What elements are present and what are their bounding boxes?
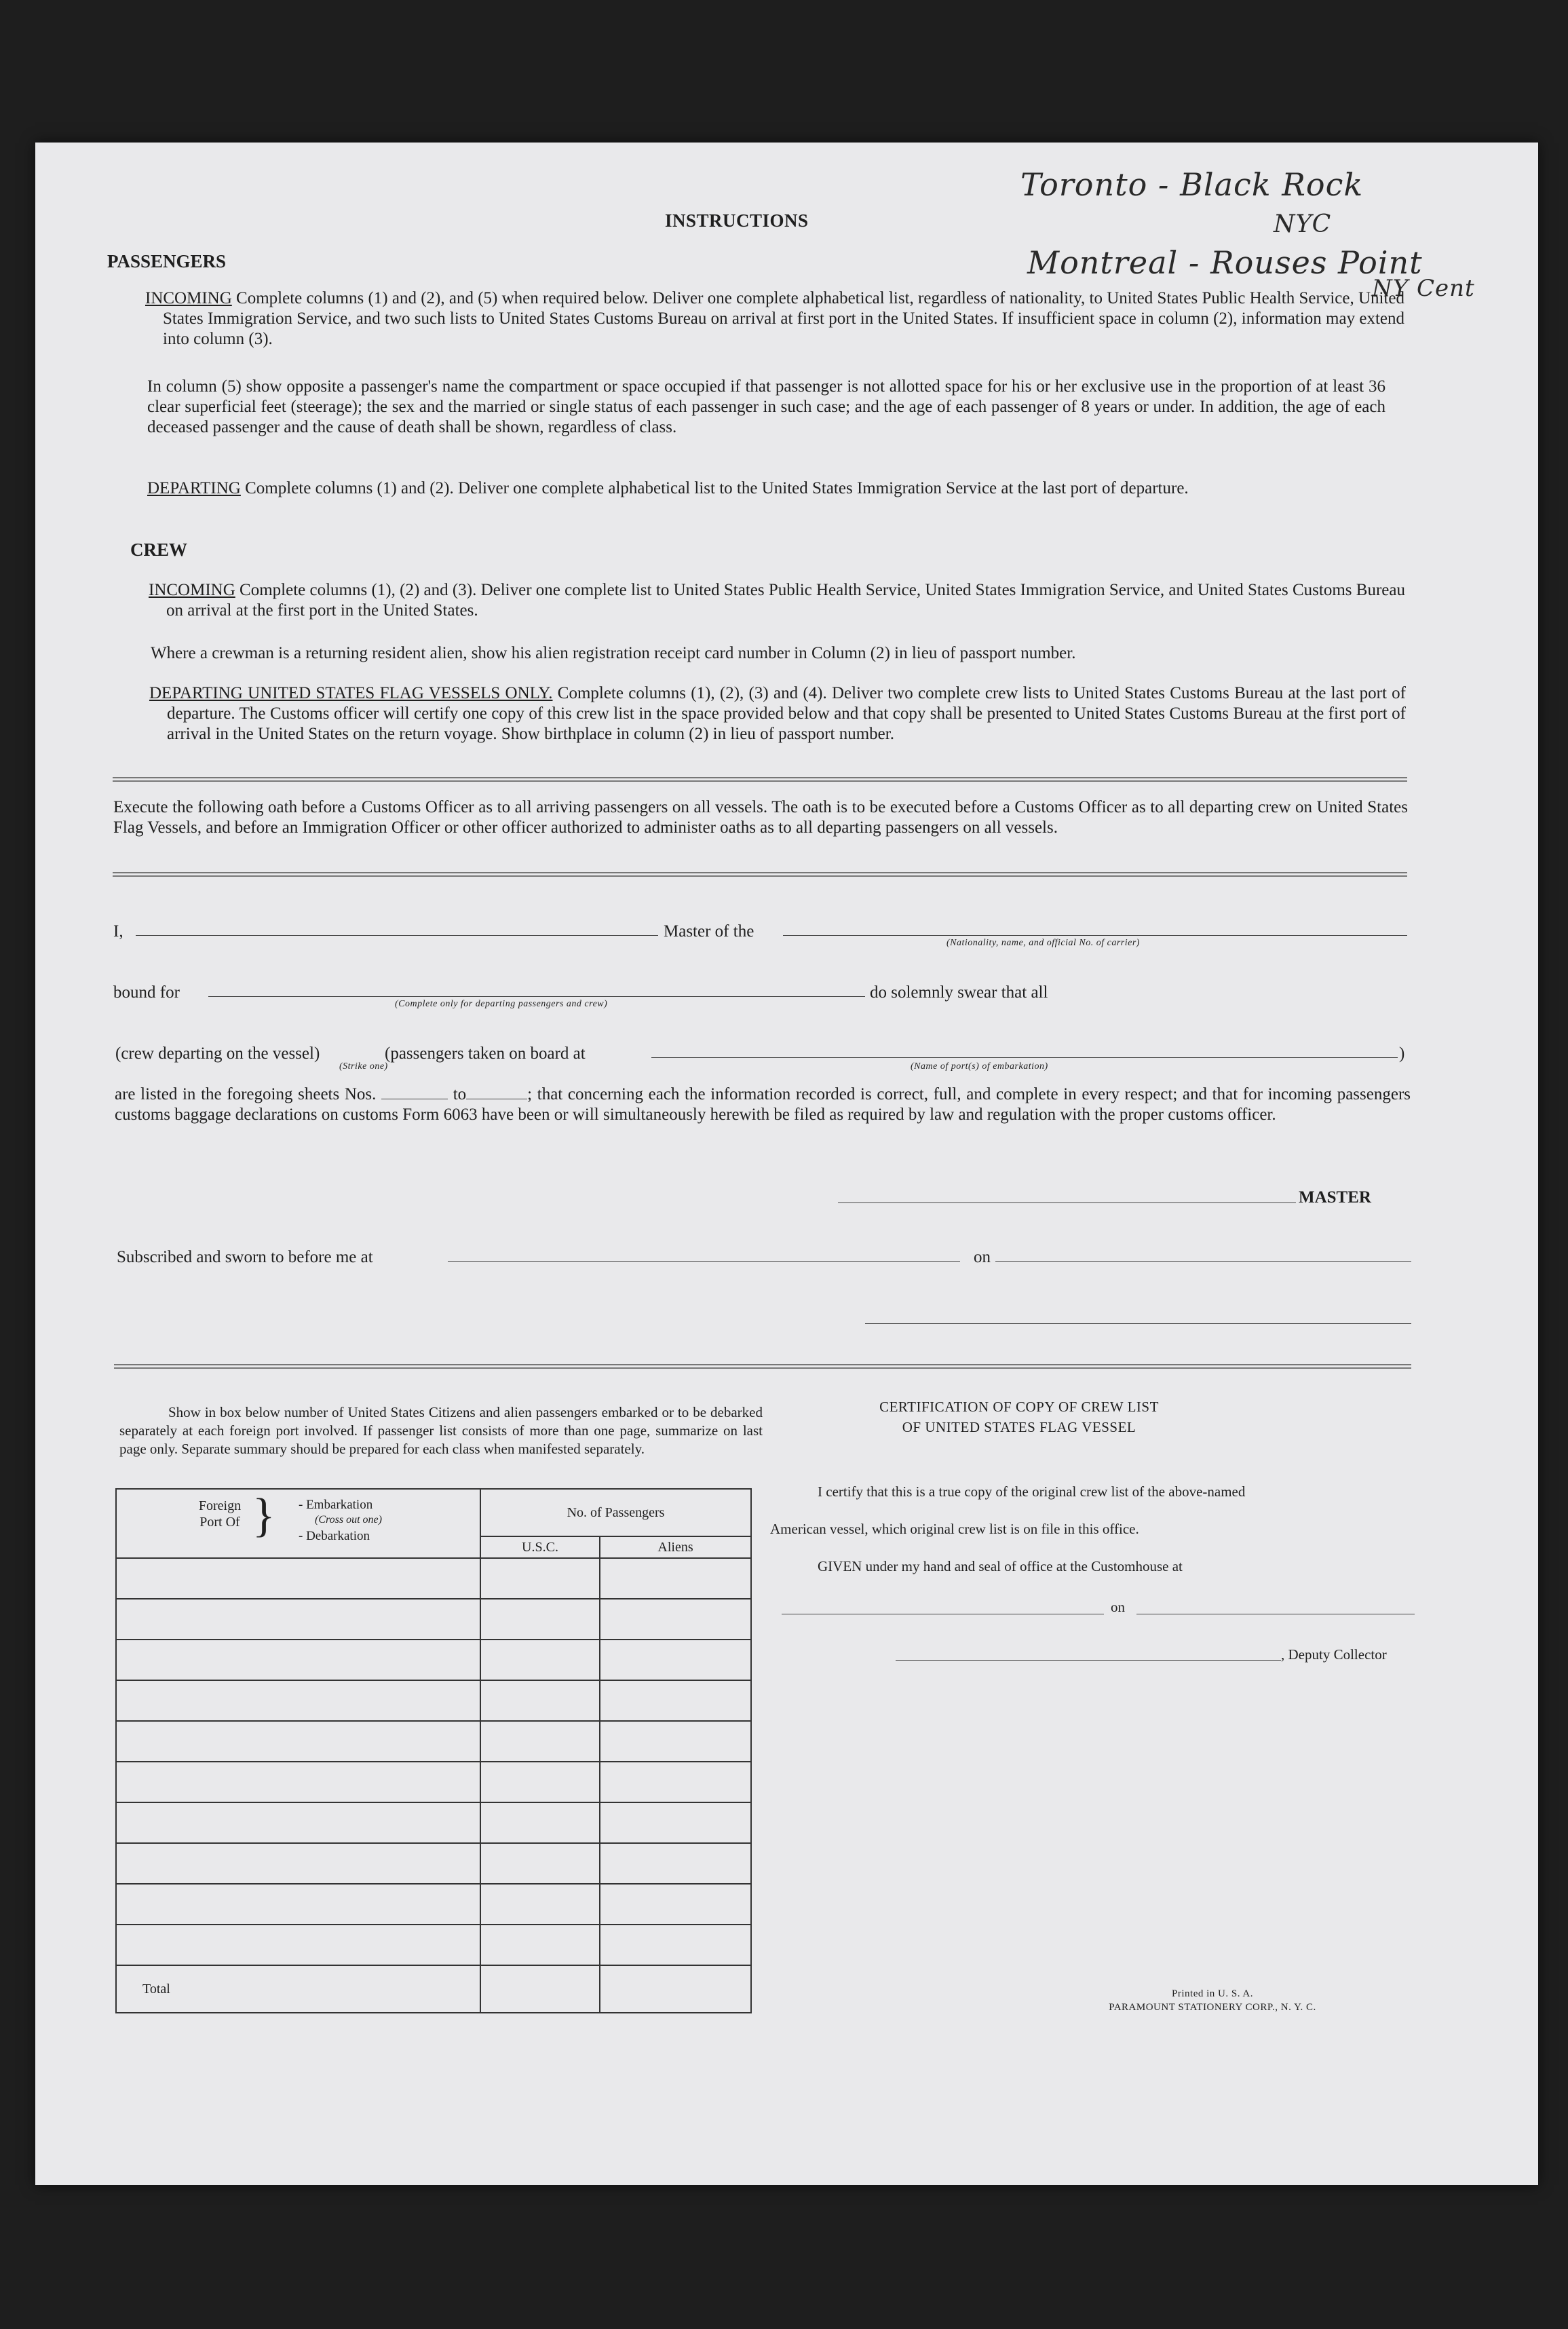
brace-symbol: }: [252, 1490, 275, 1542]
passengers-departing-paragraph: [147, 478, 1405, 499]
passengers-incoming-text: Complete columns (1) and (2), and (5) when required below. Deliver one complete alphabetical list, regardless of nationality, to United States Public Health Service, United States Immigration Service, and two such lists to United States Customs Bureau on arrival at first port in the United States. If insufficient space in column (2), information may extend into column (3).: [163, 289, 1404, 348]
sworn-place-line[interactable]: [448, 1261, 960, 1262]
usc-cell[interactable]: [480, 1925, 600, 1965]
embarkation-port-line[interactable]: [651, 1057, 1398, 1058]
passengers-heading: PASSENGERS: [107, 251, 227, 271]
usc-cell[interactable]: [480, 1721, 600, 1762]
sheet-from-line[interactable]: [381, 1086, 448, 1099]
certification-heading-line-2: OF UNITED STATES FLAG VESSEL: [902, 1419, 1136, 1435]
table-row[interactable]: [116, 1640, 751, 1680]
aliens-cell[interactable]: [600, 1884, 751, 1925]
aliens-total-cell[interactable]: [600, 1965, 751, 2013]
close-paren: ): [1399, 1044, 1405, 1063]
divider-2: [113, 872, 1407, 877]
port-cell[interactable]: [116, 1925, 480, 1965]
certification-line-3: GIVEN under my hand and seal of office at the Customhouse at: [818, 1558, 1183, 1574]
passengers-incoming-paragraph: [145, 288, 1404, 349]
aliens-cell[interactable]: [600, 1843, 751, 1884]
port-cell[interactable]: [116, 1558, 480, 1599]
table-row[interactable]: [116, 1721, 751, 1762]
carrier-hint: (Nationality, name, and official No. of carrier): [946, 938, 1140, 948]
bound-for-line[interactable]: [208, 996, 865, 997]
sheets-to: to: [453, 1085, 467, 1103]
usc-header: U.S.C.: [480, 1536, 600, 1558]
aliens-cell[interactable]: [600, 1640, 751, 1680]
sheets-paragraph: [115, 1084, 1411, 1125]
usc-cell[interactable]: [480, 1884, 600, 1925]
port-cell[interactable]: [116, 1884, 480, 1925]
crew-incoming-label: INCOMING: [149, 581, 235, 599]
passengers-departing-text: Complete columns (1) and (2). Deliver one complete alphabetical list to the United States Immigration Service at the last port of departure.: [240, 479, 1189, 497]
crew-departing-text: Complete columns (1), (2), (3) and (4). Deliver two complete crew lists to United States Customs Bureau at the last port of departure. The Customs officer will certify one copy of this crew list in the space provided below and that copy shall be presented to United States Customs Bureau at the first port of arrival in the United States on the return voyage. Show birthplace in column (2) in lieu of passport number.: [167, 684, 1406, 743]
aliens-cell[interactable]: [600, 1925, 751, 1965]
debarkation-option: - Debarkation: [299, 1529, 370, 1543]
swear-text: do solemnly swear that all: [870, 983, 1048, 1002]
sheets-rest: ; that concerning each the information recorded is correct, full, and complete in every respect; and that for incoming passengers customs baggage declarations on customs Form 6063 have been or will simultaneously herewith be filed as required by law and regulation with the proper customs officer.: [115, 1085, 1411, 1124]
master-name-line[interactable]: [136, 935, 678, 936]
crew-incoming-text: Complete columns (1), (2) and (3). Deliver one complete list to United States Public Health Service, United States Immigration Service, and United States Customs Bureau on arrival at the first port in the United States.: [166, 581, 1405, 620]
deputy-signature-line[interactable]: [896, 1660, 1281, 1661]
instructions-title: INSTRUCTIONS: [665, 210, 809, 231]
handwritten-route-2-note: NY Cent: [1372, 275, 1475, 302]
table-row[interactable]: [116, 1599, 751, 1640]
deputy-collector-label: , Deputy Collector: [1281, 1646, 1387, 1663]
table-row[interactable]: [116, 1558, 751, 1599]
passengers-incoming-label: INCOMING: [145, 289, 232, 307]
usc-cell[interactable]: [480, 1640, 600, 1680]
oath-i-label: I,: [113, 922, 123, 941]
table-row[interactable]: [116, 1843, 751, 1884]
port-cell[interactable]: [116, 1843, 480, 1884]
table-row[interactable]: [116, 1925, 751, 1965]
passengers-column5-paragraph: In column (5) show opposite a passenger's name the compartment or space occupied if that passenger is not allotted space for his or her exclusive use in the proportion of at least 36 clear superficial feet (steerage); the sex and the married or single status of each passenger in such case; and the age of each passenger of 8 years or under. In addition, the age of each deceased passenger and the cause of death shall be shown, regardless of class.: [147, 377, 1385, 436]
passengers-departing-label: DEPARTING: [147, 479, 241, 497]
crew-departing-paragraph: [149, 683, 1406, 744]
sheets-prefix: are listed in the foregoing sheets Nos.: [115, 1085, 377, 1103]
carrier-line[interactable]: [783, 935, 1407, 936]
usc-cell[interactable]: [480, 1599, 600, 1640]
master-of-the-label: Master of the: [658, 922, 759, 942]
certification-line-2: American vessel, which original crew list is on file in this office.: [770, 1521, 1139, 1537]
master-label: MASTER: [1296, 1188, 1371, 1208]
table-row[interactable]: [116, 1802, 751, 1843]
divider-1: [113, 777, 1407, 782]
sheet-to-line[interactable]: [466, 1086, 527, 1099]
certification-on-label: on: [1111, 1599, 1125, 1615]
port-cell[interactable]: [116, 1599, 480, 1640]
aliens-cell[interactable]: [600, 1721, 751, 1762]
aliens-cell[interactable]: [600, 1599, 751, 1640]
aliens-cell[interactable]: [600, 1558, 751, 1599]
certification-heading: [836, 1397, 1202, 1437]
imprint-line-2: PARAMOUNT STATIONERY CORP., N. Y. C.: [1109, 2002, 1316, 2013]
sworn-date-line[interactable]: [995, 1261, 1411, 1262]
bound-for-label: bound for: [113, 983, 180, 1002]
cross-out-hint: (Cross out one): [315, 1514, 382, 1526]
port-header-cell: [116, 1489, 480, 1558]
imprint-line-1: Printed in U. S. A.: [1172, 1988, 1253, 1999]
handwritten-route-1: Toronto - Black Rock: [1020, 166, 1364, 203]
no-of-passengers-header: No. of Passengers: [480, 1489, 751, 1536]
port-cell[interactable]: [116, 1680, 480, 1721]
printer-imprint: [1084, 1987, 1341, 2014]
crew-departing-label: DEPARTING UNITED STATES FLAG VESSELS ONLY.: [149, 684, 553, 702]
passengers-taken-option: (passengers taken on board at: [385, 1044, 586, 1063]
port-cell[interactable]: [116, 1762, 480, 1802]
handwritten-route-1-note: NYC: [1274, 210, 1332, 238]
usc-cell[interactable]: [480, 1558, 600, 1599]
sworn-on-label: on: [974, 1248, 991, 1266]
foreign-port-of-label: Foreign Port Of: [198, 1498, 242, 1530]
certification-heading-line-1: CERTIFICATION OF COPY OF CREW LIST: [879, 1399, 1159, 1415]
summary-instructions: Show in box below number of United States Citizens and alien passengers embarked or to be debarked separately at each foreign port involved. If passenger list consists of more than one page, summarize on last page only. Separate summary should be prepared for each class when manifested separately.: [119, 1404, 763, 1457]
table-row[interactable]: [116, 1680, 751, 1721]
aliens-cell[interactable]: [600, 1802, 751, 1843]
subscribed-label: Subscribed and sworn to before me at: [117, 1248, 373, 1266]
usc-total-cell[interactable]: [480, 1965, 600, 2013]
usc-cell[interactable]: [480, 1802, 600, 1843]
aliens-cell[interactable]: [600, 1680, 751, 1721]
aliens-cell[interactable]: [600, 1762, 751, 1802]
passenger-summary-table: [115, 1488, 752, 2013]
aliens-header: Aliens: [600, 1536, 751, 1558]
total-label: Total: [116, 1965, 480, 2013]
crew-heading: CREW: [130, 539, 188, 560]
divider-3: [114, 1364, 1411, 1369]
usc-cell[interactable]: [480, 1680, 600, 1721]
table-row[interactable]: [116, 1884, 751, 1925]
port-cell[interactable]: [116, 1640, 480, 1680]
usc-cell[interactable]: [480, 1843, 600, 1884]
officer-signature-line[interactable]: [865, 1323, 1411, 1324]
handwritten-route-2: Montreal - Rouses Point: [1027, 244, 1423, 281]
embarkation-option: - Embarkation: [299, 1498, 373, 1512]
form-sheet: [35, 143, 1538, 2185]
ports-hint: (Name of port(s) of embarkation): [911, 1061, 1048, 1072]
port-cell[interactable]: [116, 1721, 480, 1762]
total-row[interactable]: [116, 1965, 751, 2013]
strike-one-hint: (Strike one): [339, 1061, 388, 1072]
table-row[interactable]: [116, 1762, 751, 1802]
usc-cell[interactable]: [480, 1762, 600, 1802]
crew-resident-paragraph: Where a crewman is a returning resident alien, show his alien registration receipt card number in Column (2) in lieu of passport number.: [151, 644, 1076, 662]
oath-intro: Execute the following oath before a Customs Officer as to all arriving passengers on all vessels. The oath is to be executed before a Customs Officer as to all departing crew on United States Flag Vessels, and before an Immigration Officer or other officer authorized to administer oaths as to all departing passengers on all vessels.: [113, 798, 1408, 837]
port-cell[interactable]: [116, 1802, 480, 1843]
crew-departing-option: (crew departing on the vessel): [115, 1044, 320, 1063]
crew-incoming-paragraph: [149, 580, 1405, 621]
certification-line-1: I certify that this is a true copy of the original crew list of the above-named: [818, 1483, 1246, 1500]
bound-for-hint: (Complete only for departing passengers and crew): [395, 999, 608, 1009]
